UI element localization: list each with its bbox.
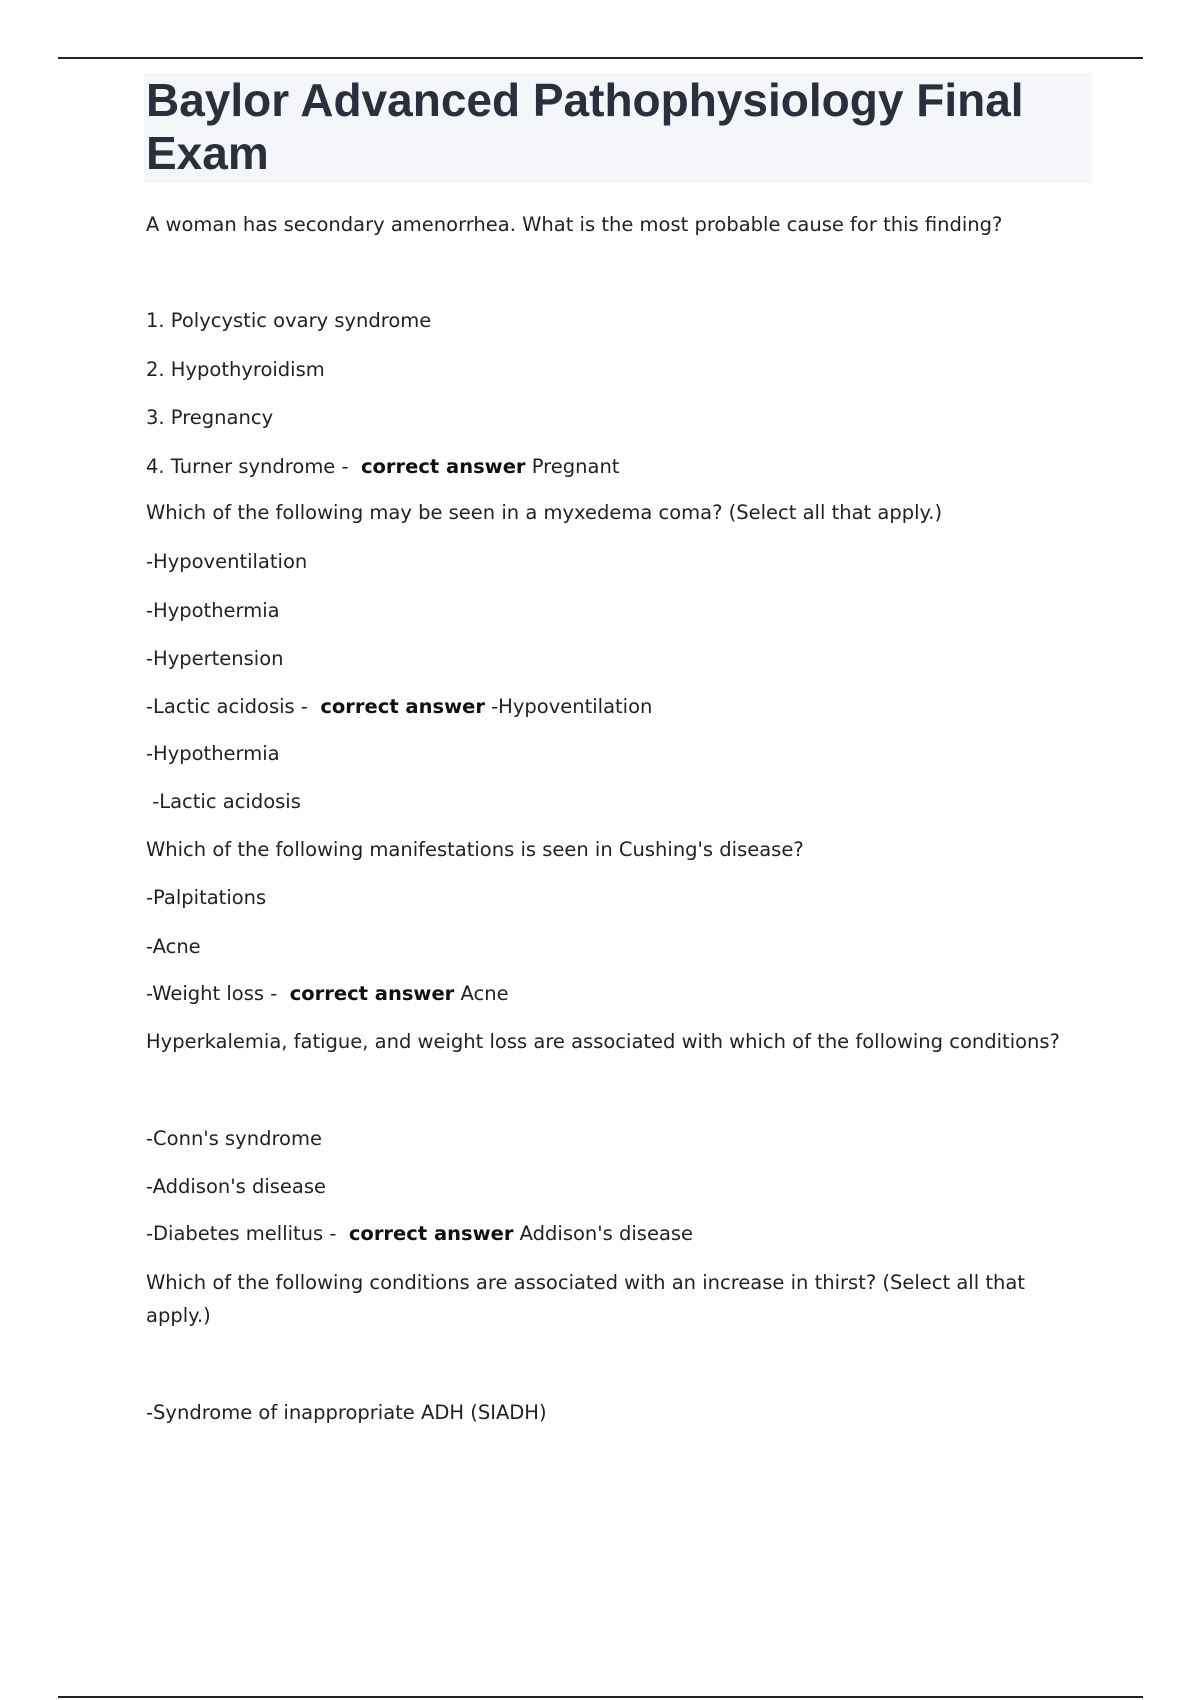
option-item: -Lactic acidosis - [146,695,308,718]
question-text: Which of the following manifestations is seen in Cushing's disease? [146,838,804,861]
option-answer-line [146,981,509,1007]
option-item: -Hypoventilation [146,550,308,573]
option-item: -Acne [146,935,201,958]
answer-text: Pregnant [531,455,620,478]
question-text: Which of the following conditions are associated with an increase in thirst? (Select all that apply.) [146,1271,1025,1327]
option-item: -Conn's syndrome [146,1127,322,1150]
correct-answer-label: correct answer [360,455,526,478]
option-item: 4. Turner syndrome - [146,455,349,478]
top-rule [58,57,1143,59]
option-item: -Addison's disease [146,1175,327,1198]
document-title: Baylor Advanced Pathophysiology Final Exam [146,74,1024,179]
option-item: -Weight loss - [146,982,278,1005]
question-text: A woman has secondary amenorrhea. What is the most probable cause for this finding? [146,213,1003,236]
answer-text: -Hypothermia [146,742,280,765]
option-item: -Palpitations [146,886,267,909]
option-item: -Diabetes mellitus - [146,1222,337,1245]
correct-answer-label: correct answer [348,1222,514,1245]
option-item: -Hypothermia [146,599,280,622]
option-answer-line [146,454,619,480]
option-item: 1. Polycystic ovary syndrome [146,309,432,332]
correct-answer-label: correct answer [289,982,455,1005]
option-answer-line [146,694,652,720]
option-item: -Hypertension [146,647,284,670]
bottom-rule [58,1696,1143,1698]
question-text: Hyperkalemia, fatigue, and weight loss are associated with which of the following conditions? [146,1030,1060,1053]
answer-text: -Lactic acidosis [146,790,301,813]
option-answer-line [146,1221,693,1247]
option-item: 3. Pregnancy [146,406,274,429]
answer-text: Acne [460,982,509,1005]
answer-text: Addison's disease [519,1222,694,1245]
correct-answer-label: correct answer [320,695,485,718]
option-item: 2. Hypothyroidism [146,358,325,381]
option-item: -Syndrome of inappropriate ADH (SIADH) [146,1401,547,1424]
answer-text: -Hypoventilation [491,695,653,718]
question-text: Which of the following may be seen in a myxedema coma? (Select all that apply.) [146,501,943,524]
